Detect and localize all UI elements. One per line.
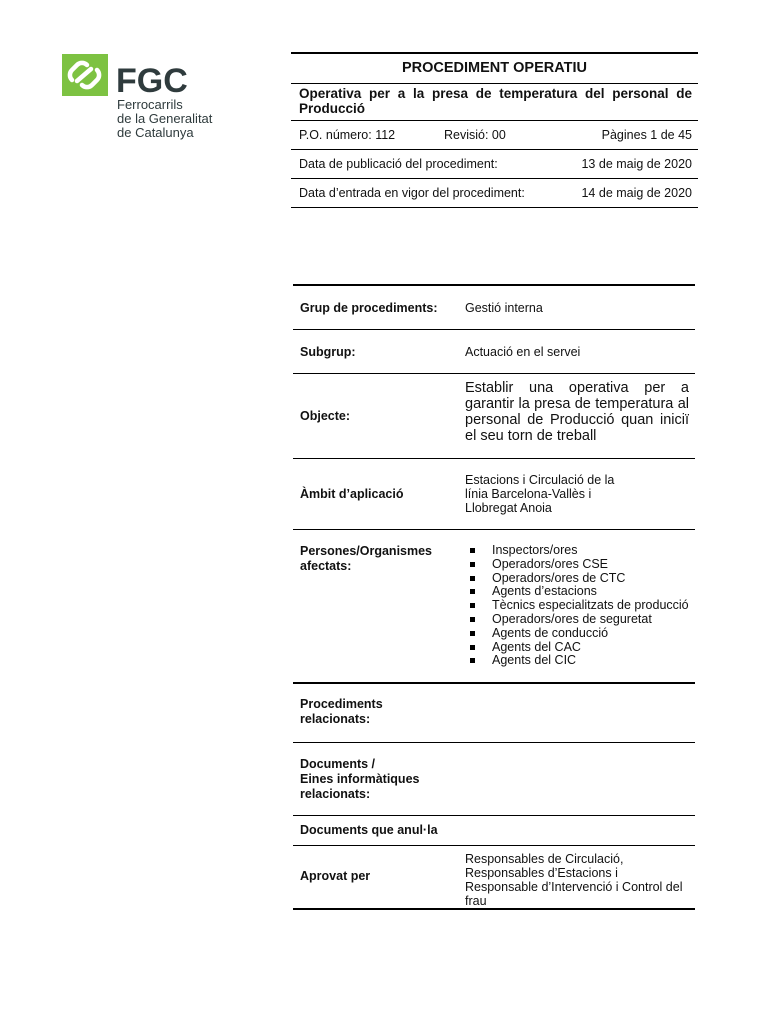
list-item: Tècnics especialitzats de producció [465, 599, 689, 613]
persons-label-line: Persones/Organismes [300, 544, 433, 558]
approved-by-label: Aprovat per [300, 869, 371, 883]
approved-by-row [293, 846, 695, 910]
approved-by-line: Responsable d’Intervenció i Control del [465, 880, 683, 894]
revision: Revisió: 00 [444, 128, 506, 142]
related-procedures-label-line: relacionats: [300, 712, 371, 726]
effective-date-row [291, 179, 698, 208]
approved-by-value [465, 852, 695, 908]
related-documents-label-line: relacionats: [300, 787, 371, 801]
scope-row [293, 459, 695, 530]
fgc-logo-mark-icon [62, 54, 108, 96]
publication-date-row [291, 150, 698, 179]
scope-line: Llobregat Anoia [465, 501, 552, 515]
procedure-subtitle: Operativa per a la presa de temperatura del personal de Producció [291, 84, 698, 121]
persons-label [300, 544, 432, 574]
logo-subtitle-line: Ferrocarrils [117, 97, 183, 112]
logo-subtitle [117, 98, 212, 140]
persons-row [293, 530, 695, 683]
approved-by-line: Responsables de Circulació, [465, 852, 624, 866]
scope-line: línia Barcelona-Vallès i [465, 487, 592, 501]
page-count: Pàgines 1 de 45 [601, 128, 692, 142]
procedure-number-row [291, 121, 698, 150]
group-row [293, 286, 695, 330]
related-procedures-label [300, 697, 383, 727]
related-procedures-row [293, 683, 695, 743]
fgc-logo [62, 54, 232, 144]
subgroup-value: Actuació en el servei [465, 345, 581, 359]
group-label: Grup de procediments: [300, 301, 438, 315]
logo-subtitle-line: de Catalunya [117, 125, 194, 140]
list-item: Inspectors/ores [465, 544, 689, 558]
publication-label: Data de publicació del procediment: [299, 157, 498, 171]
objective-row [293, 374, 695, 459]
related-procedures-label-line: Procediments [300, 697, 383, 711]
list-item: Agents del CIC [465, 654, 689, 668]
scope-line: Estacions i Circulació de la [465, 473, 615, 487]
related-documents-label-line: Documents / [300, 757, 376, 771]
logo-subtitle-line: de la Generalitat [117, 111, 213, 126]
scope-value [465, 473, 614, 515]
logo-wordmark: FGC [116, 62, 188, 100]
group-value: Gestió interna [465, 301, 543, 315]
po-number: P.O. número: 112 [299, 128, 396, 142]
procedure-info-table [293, 284, 695, 910]
list-item: Operadors/ores de CTC [465, 572, 689, 586]
list-item: Operadors/ores de seguretat [465, 613, 689, 627]
approved-by-line: frau [465, 894, 487, 908]
related-documents-label [300, 757, 419, 802]
effective-date: 14 de maig de 2020 [581, 186, 692, 200]
list-item: Agents d’estacions [465, 585, 689, 599]
subgroup-label: Subgrup: [300, 345, 356, 359]
list-item: Agents del CAC [465, 641, 689, 655]
scope-label: Àmbit d’aplicació [300, 487, 404, 501]
persons-label-line: afectats: [300, 559, 352, 573]
list-item: Agents de conducció [465, 627, 689, 641]
approved-by-line: Responsables d’Estacions i [465, 866, 618, 880]
related-documents-row [293, 743, 695, 816]
related-documents-label-line: Eines informàtiques [300, 772, 420, 786]
objective-value: Establir una operativa per a garantir la presa de temperatura al personal de Producció quan iniciï el seu torn de treball [465, 380, 689, 444]
persons-list [465, 544, 689, 668]
annulled-documents-label: Documents que anul·la [300, 823, 438, 837]
objective-label: Objecte: [300, 409, 351, 423]
publication-date: 13 de maig de 2020 [581, 157, 692, 171]
document-title: PROCEDIMENT OPERATIU [291, 52, 698, 84]
list-item: Operadors/ores CSE [465, 558, 689, 572]
effective-label: Data d’entrada en vigor del procediment: [299, 186, 525, 200]
annulled-documents-row [293, 816, 695, 846]
procedure-header [291, 52, 698, 208]
subgroup-row [293, 330, 695, 374]
